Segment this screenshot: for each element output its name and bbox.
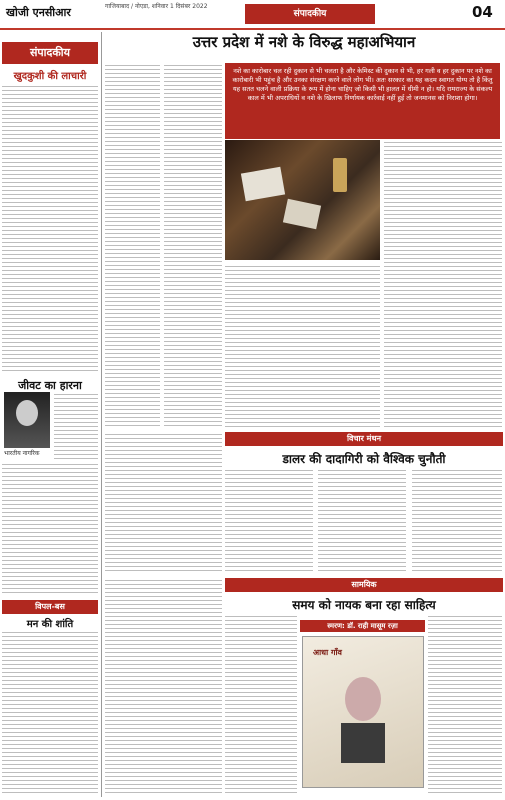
article2-title: जीवट का हारना	[18, 379, 82, 392]
vichar-body-col2	[318, 468, 406, 574]
page-number: 04	[472, 3, 493, 21]
vichar-headline: डालर की दादागिरी को वैश्विक चुनौती	[282, 452, 446, 466]
remember-banner: स्मरण: डॉ. राही मासूम रज़ा	[300, 620, 425, 632]
brand-name: खोजी एनसीआर	[6, 6, 71, 19]
article3-title: मन की शांति	[26, 619, 74, 630]
vichar-section-bar: विचार मंथन	[225, 432, 503, 446]
main-body-col4	[384, 140, 502, 428]
vichar-body-col3	[412, 468, 502, 574]
left-column-continued	[105, 432, 222, 574]
portrait-caption: भारतीय नागरिक	[4, 450, 40, 457]
samayik-headline: समय को नायक बना रहा साहित्य	[292, 598, 436, 612]
main-photo	[225, 140, 380, 260]
column-divider	[101, 32, 102, 797]
article3-body	[2, 630, 98, 795]
samayik-section-bar: सामयिक	[225, 578, 503, 592]
main-body-col2	[164, 63, 222, 428]
main-body-col1	[105, 63, 160, 428]
section-label: संपादकीय	[245, 4, 375, 24]
article1-title: खुदकुशी की लाचारी	[13, 71, 87, 82]
book-title: आधा गाँव	[313, 648, 342, 657]
main-intro: नशे का कारोबार चल रही दुकान से भी चलता है और केमिस्ट की दुकान से भी, हर गली व हर दुकान पर नशे का कारोबारी भी पहुंच है और उनका संरक्षण करने वाले लोग भी। अतः सरकार का यह कदम स्वागत योग्य तो है किंतु यह सतत चलने वाली प्रक्रिया के रूप में होना चाहिए जो किसी भी हालत में धीमी न हो। यदि रामराज्य के संकल्प काल में भी अपराधियों व नशे के खिलाफ निर्णायक कार्रवाई नहीं हुई तो जनमानस को निराशा होगा।	[225, 63, 500, 139]
dateline: गाजियाबाद / नोएडा, शनिवार 1 दिसंबर 2022	[105, 3, 208, 10]
portrait-photo	[4, 392, 50, 448]
samayik-body-col1	[225, 614, 297, 796]
book-cover-image	[302, 636, 424, 788]
samayik-body-col3	[428, 614, 502, 796]
main-body-col3	[225, 264, 380, 428]
main-headline: उत्तर प्रदेश में नशे के विरुद्ध महाअभियान	[192, 33, 416, 51]
article1-body	[2, 84, 98, 374]
vichar-body-col1	[225, 468, 313, 574]
article2-body-right	[54, 392, 98, 462]
left-column-bottom	[105, 578, 222, 796]
sidebar-title: संपादकीय	[2, 42, 98, 64]
column-title: विपल-बस	[2, 600, 98, 614]
article2-body	[2, 462, 98, 596]
